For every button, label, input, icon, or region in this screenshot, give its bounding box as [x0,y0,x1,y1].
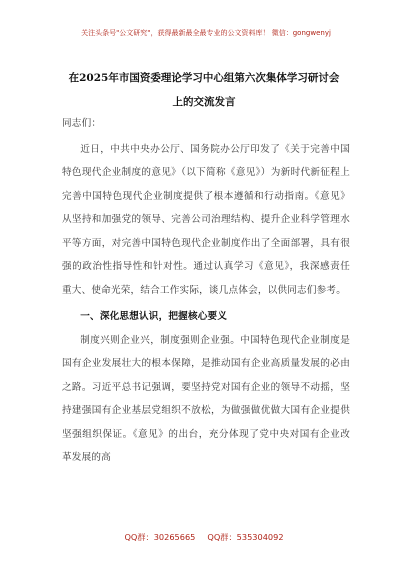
paragraph-section-1: 制度兴则企业兴，制度强则企业强。中国特色现代企业制度是国有企业发展壮大的根本保障，是推动国有企业高质量发展的必由之路。习近平总书记强调，要坚持党对国有企业的领导不动摇，坚持建强国有企业基层党组织不放松，为做强做优做大国有企业提供坚强组织保证。《意见》的出台，充分体现了党中央对国有企业改革发展的高 [62,334,350,463]
header-promo-text: 关注头条号"公文研究"，获得最新最全最专业的公文资料库！ 微信：gongwenyj [81,29,331,37]
paragraph-intro: 近日，中共中央办公厅、国务院办公厅印发了《关于完善中国特色现代企业制度的意见》（以下简称《意见》）为新时代新征程上完善中国特色现代企业制度提供了根本遵循和行动指南。《意见》从坚持和加强党的领导、完善公司治理结构、提升企业科学管理水平等方面，对完善中国特色现代企业制度作出了全面部署，具有很强的政治性指导性和针对性。通过认真学习《意见》，我深感责任重大、使命光荣，结合工作实际，谈几点体会，以供同志们参考。 [62,143,350,296]
document-title [40,66,368,114]
greeting: 同志们： [62,118,102,129]
footer-contact [0,531,408,543]
footer-qq-group-1: QQ群：30265665 [124,532,196,542]
title-line-1: 在2025年市国资委理论学习中心组第六次集体学习研讨会 [68,72,340,84]
footer-qq-group-2: QQ群：535304092 [207,532,284,542]
document-body [62,112,350,470]
title-line-2: 上的交流发言 [172,96,236,108]
section-heading-1: 一、深化思想认识，把握核心要义 [80,311,228,322]
